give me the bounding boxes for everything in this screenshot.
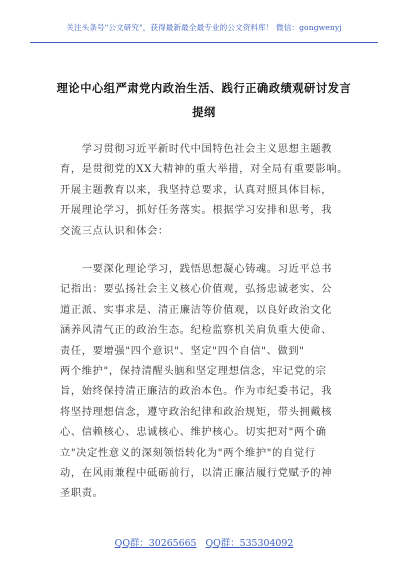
- paragraph-line: 一要深化理论学习，践悟思想凝心铸魂。习近平总书: [60, 264, 333, 275]
- paragraph-line: 圣职责。: [60, 488, 104, 500]
- header-note: 关注头条号"公文研究"，获得最新最全最专业的公文资料库！ 微信：gongwenyj: [66, 23, 342, 32]
- paragraph-line: 涵养风清气正的政治生态。纪检监察机关肩负重大使命、: [60, 325, 333, 337]
- paragraph-line: 开展理论学习，抓好任务落实。根据学习安排和思考，我: [60, 205, 333, 217]
- paragraph-line: 心、信赖核心、忠诚核心、维护核心。切实把对"两个确: [60, 427, 327, 439]
- paragraph-line: 学习贯彻习近平新时代中国特色社会主义思想主题教: [60, 144, 333, 155]
- qq-group-2-link[interactable]: QQ群：535304092: [205, 538, 294, 549]
- paragraph-line: 两个维护"，保持清醒头脑和坚定理想信念，牢记党的宗: [60, 366, 327, 378]
- qq-group-1-link[interactable]: QQ群：30265665: [114, 538, 197, 549]
- document-title-continued: 提纲: [192, 105, 216, 119]
- intro-paragraph: [60, 140, 360, 242]
- paragraph-line: 育，是贯彻党的XX大精神的重大举措，对全局有重要影响。: [60, 164, 349, 176]
- header-divider: [30, 42, 378, 43]
- paragraph-line: 立"决定性意义的深刻领悟转化为"两个维护"的自觉行: [60, 447, 316, 459]
- paragraph-line: 记指出：要弘扬社会主义核心价值观，弘扬忠诚老实、公: [60, 284, 333, 296]
- paragraph-line: 交流三点认识和体会：: [60, 225, 169, 237]
- paragraph-line: 动，在风雨兼程中砥砺前行，以清正廉洁履行党赋予的神: [60, 468, 333, 480]
- paragraph-line: 将坚持理想信念，遵守政治纪律和政治规矩，带头拥戴核: [60, 406, 333, 418]
- paragraph-line: 开展主题教育以来，我坚持总要求，认真对照具体目标，: [60, 184, 333, 196]
- paragraph-line: 责任，要增强"四个意识"、坚定"四个自信"、做到": [60, 345, 305, 357]
- footer-contact: [0, 535, 408, 549]
- paragraph-line: 旨，始终保持清正廉洁的政治本色。作为市纪委书记，我: [60, 386, 333, 398]
- body-paragraph: [60, 260, 360, 505]
- paragraph-line: 道正派、实事求是、清正廉洁等价值观，以良好政治文化: [60, 304, 333, 316]
- document-title: 理论中心组严肃党内政治生活、践行正确政绩观研讨发言: [56, 81, 352, 95]
